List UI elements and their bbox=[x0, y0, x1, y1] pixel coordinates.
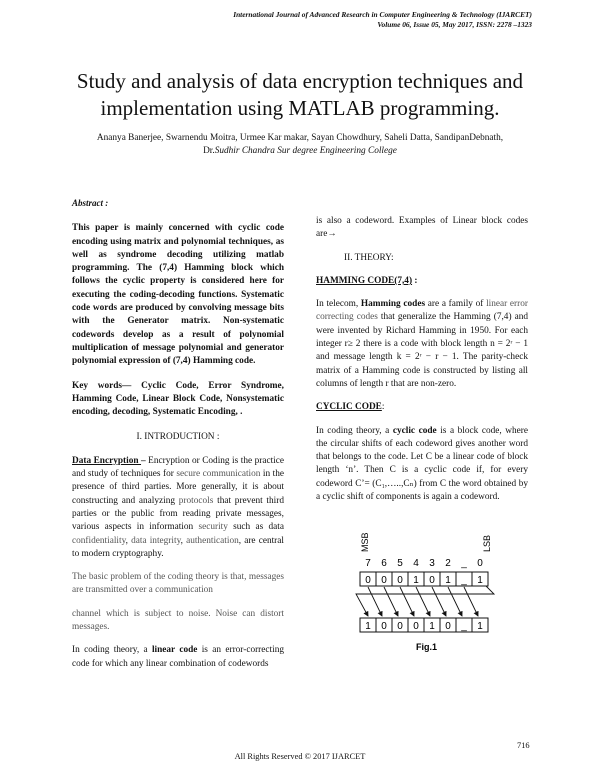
text-run: in the presence of third parties. More generally, it is about constructing and analyzing bbox=[72, 469, 284, 506]
journal-header bbox=[233, 10, 532, 30]
register-bottom-bit: 0 bbox=[397, 621, 403, 632]
text-run: In telecom, bbox=[316, 299, 361, 310]
register-top-bit: 0 bbox=[397, 575, 403, 586]
text-run: is a block code, where the circular shifts of each codeword gives another word that belongs to the code. Let C be a linear code of block length ‘n’. Then C is a cyclic code if, for every codeword C’= (C₁,…..,Cₙ) from C the word obtained by a cyclic shift of components is again a codeword. bbox=[316, 425, 528, 503]
term-dash: – bbox=[141, 455, 146, 466]
author-list: Ananya Banerjee, Swarnendu Moitra, Urmee Kar makar, Sayan Chowdhury, Saheli Datta, SandipanDebnath, bbox=[96, 133, 504, 143]
intro-paragraph-2: The basic problem of the coding theory is that, messages are transmitted over a communication bbox=[72, 572, 284, 596]
cyclic-shift-diagram bbox=[350, 528, 520, 658]
figure-1 bbox=[350, 528, 520, 658]
term-cyclic-code: cyclic code bbox=[392, 425, 437, 436]
register-bottom-bit: 1 bbox=[477, 621, 483, 632]
register-bottom-bit: 0 bbox=[381, 621, 387, 632]
bit-position-label: 4 bbox=[413, 558, 419, 569]
register-top-bit: 1 bbox=[477, 575, 483, 586]
register-top-bit: 1 bbox=[445, 575, 451, 586]
text-run: , bbox=[125, 535, 132, 546]
cyclic-heading-text: CYCLIC CODE bbox=[316, 402, 382, 413]
hamming-heading-colon: : bbox=[412, 275, 418, 286]
register-bottom-bit: 1 bbox=[429, 621, 435, 632]
term-linear-code: linear code bbox=[151, 645, 198, 656]
journal-volume: Volume 06, Issue 05, May 2017, ISSN: 2278 –1323 bbox=[377, 20, 532, 29]
cyclic-heading-colon: : bbox=[381, 402, 385, 413]
shift-arrow bbox=[464, 587, 478, 616]
text-run: that generalize the Hamming (7,4) and were invented by Richard Hamming in 1950. For each integer r≥ 2 there is a code with block length n = 2ʳ − 1 and message length k = 2ʳ − r − 1. The parity-check matrix of a Hamming code is constructed by listing all columns of length r that are non-zero. bbox=[316, 312, 528, 389]
hamming-heading-text: HAMMING CODE(7,4) bbox=[316, 275, 413, 286]
affiliation-prefix: Dr. bbox=[203, 146, 215, 156]
register-top-bit: _ bbox=[461, 575, 467, 586]
intro-paragraph-4 bbox=[72, 644, 284, 671]
affiliation: Sudhir Chandra Sur degree Engineering College bbox=[214, 146, 397, 156]
lsb-label: LSB bbox=[482, 534, 492, 552]
section-theory-heading: II. THEORY: bbox=[344, 252, 394, 263]
shift-arrow bbox=[432, 587, 446, 616]
register-bottom-bit: 1 bbox=[365, 621, 371, 632]
title-line-1: Study and analysis of data encryption techniques and bbox=[76, 69, 524, 93]
register-bottom-bit: 0 bbox=[445, 621, 451, 632]
right-column bbox=[316, 215, 528, 504]
bit-position-label: 2 bbox=[445, 558, 451, 569]
shift-arrow bbox=[384, 587, 398, 616]
msb-label: MSB bbox=[360, 532, 370, 552]
shift-arrow bbox=[448, 587, 462, 616]
cyclic-paragraph bbox=[316, 425, 528, 505]
shift-arrow bbox=[368, 587, 382, 616]
intro-paragraph-3: channel which is subject to noise. Noise can distort messages. bbox=[72, 608, 284, 633]
link-authentication: authentication bbox=[186, 535, 239, 546]
register-bottom-bit: _ bbox=[461, 621, 467, 632]
cyclic-heading bbox=[316, 401, 528, 414]
author-block bbox=[40, 132, 560, 158]
hamming-heading bbox=[316, 275, 528, 288]
section-introduction-heading: I. INTRODUCTION : bbox=[136, 432, 220, 443]
text-run: , bbox=[180, 535, 187, 546]
text-run: , are central to modern cryptography. bbox=[72, 535, 284, 559]
journal-title: International Journal of Advanced Research in Computer Engineering & Technology (IJARCET) bbox=[233, 10, 532, 19]
bit-position-label: 0 bbox=[477, 558, 483, 569]
register-top-bit: 0 bbox=[429, 575, 435, 586]
term-hamming-codes: Hamming codes bbox=[360, 299, 426, 310]
text-run: are a family of bbox=[425, 299, 487, 310]
text-run: that prevent third parties or the public from reading private messages, various aspects in information bbox=[72, 495, 284, 533]
register-bottom-bit: 0 bbox=[413, 621, 419, 632]
paper-title bbox=[40, 68, 560, 122]
shift-arrow bbox=[400, 587, 414, 616]
link-linear-error-correcting-codes: linear error correcting codes bbox=[316, 299, 528, 323]
text-run: is an error-correcting code for which any linear combination of codewords bbox=[72, 645, 284, 669]
text-run: In coding theory, a bbox=[316, 425, 393, 436]
wraparound-arrow bbox=[356, 586, 494, 616]
link-confidentiality: confidentiality bbox=[72, 535, 126, 546]
page-number: 716 bbox=[517, 741, 530, 750]
bit-position-label: 5 bbox=[397, 558, 403, 569]
register-top-bit: 0 bbox=[381, 575, 387, 586]
abstract-body: This paper is mainly concerned with cyclic code encoding using matrix and polynomial techniques, as well as syndrome decoding utilizing matlab programming. The (7,4) Hamming block which follows the cyclic property is considered here for executing the coding-decoding functions. Systematic code words are produced by convolving message bits with the Generator matrix. Non-systematic codewords develop as a result of polynomial multiplication of message polynomial and generator polynomial expression of (7,4) Hamming code. bbox=[72, 223, 284, 367]
title-line-2: implementation using MATLAB programming. bbox=[100, 96, 500, 120]
link-protocols: protocols bbox=[178, 495, 214, 506]
register-top-bit: 1 bbox=[413, 575, 419, 586]
affiliation-line bbox=[40, 145, 560, 158]
text-run: such as data bbox=[227, 522, 284, 533]
copyright-footer: All Rights Reserved © 2017 IJARCET bbox=[234, 752, 366, 761]
link-data-integrity: data integrity bbox=[131, 535, 181, 546]
figure-caption: Fig.1 bbox=[416, 642, 438, 652]
register-top-bit: 0 bbox=[365, 575, 371, 586]
term-data-encryption: Data Encryption bbox=[72, 455, 142, 466]
bit-position-label: 7 bbox=[365, 558, 371, 569]
keywords: Key words— Cyclic Code, Error Syndrome, Hamming Code, Linear Block Code, Nonsystematic encoding, decoding, Systematic Encoding, . bbox=[72, 380, 284, 418]
bit-position-label: 3 bbox=[429, 558, 435, 569]
shift-arrow bbox=[416, 587, 430, 616]
link-security: security bbox=[198, 522, 228, 533]
hamming-paragraph bbox=[316, 298, 528, 391]
abstract-heading: Abstract : bbox=[72, 198, 109, 208]
text-run: In coding theory, a bbox=[72, 645, 152, 656]
link-secure-communication: secure communication bbox=[176, 469, 261, 480]
bit-position-label: _ bbox=[461, 558, 467, 569]
text-run: Encryption or Coding is the practice and study of techniques for bbox=[72, 455, 284, 480]
intro-paragraph-1 bbox=[72, 455, 284, 561]
left-column bbox=[72, 197, 284, 671]
bit-position-label: 6 bbox=[381, 558, 387, 569]
linear-code-continuation: is also a codeword. Examples of Linear block codes are→ bbox=[316, 216, 528, 240]
